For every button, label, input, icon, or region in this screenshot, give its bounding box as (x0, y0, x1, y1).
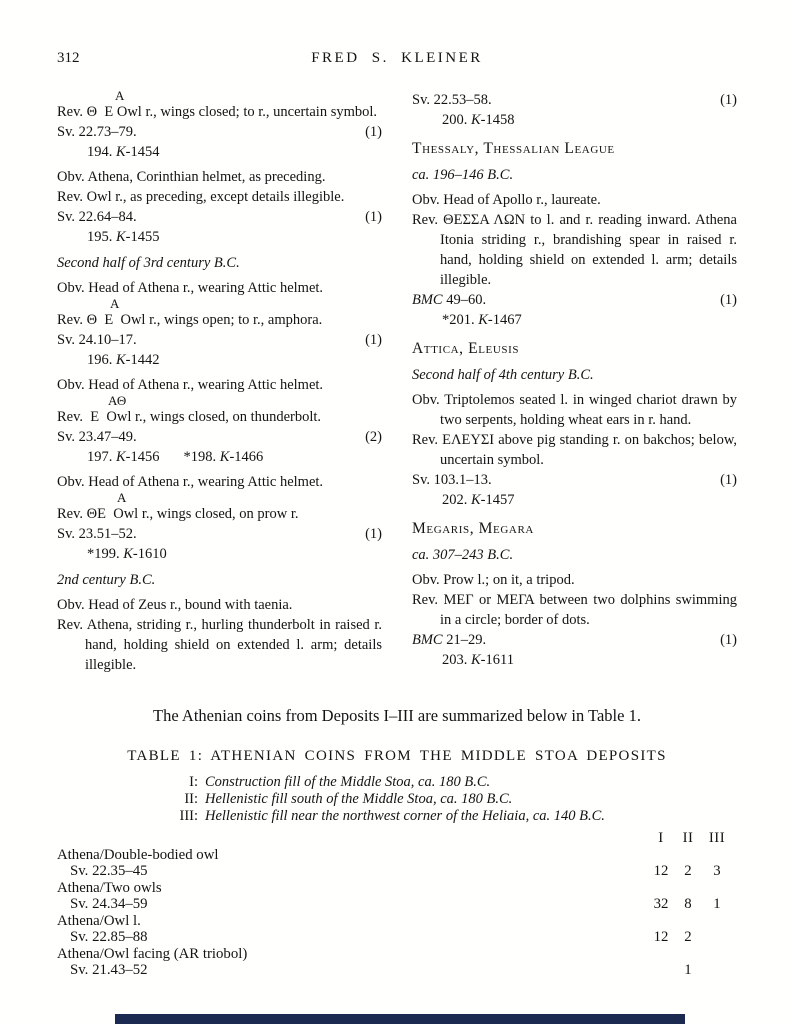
catalog-number-line (412, 490, 737, 510)
deposit-count (701, 962, 733, 979)
table-column-header: III (708, 830, 726, 846)
catalog-number: 196. K-1442 (87, 352, 160, 368)
specimen-count: (2) (365, 429, 382, 445)
reference-line (57, 427, 382, 447)
catalog-number-line (57, 227, 382, 247)
catalog-number-line (57, 544, 382, 564)
specimen-count: (1) (365, 124, 382, 140)
reference-line (57, 207, 382, 227)
table-column-header: I (658, 830, 664, 846)
reference-line (412, 290, 737, 310)
entry-text: Rev. Ε Owl r., wings closed, on thunderbolt. (57, 409, 322, 425)
entry-text: Rev. ΜΕΓ or ΜΕΓΑ between two dolphins swimming in a circle; border of dots. (412, 592, 737, 628)
table-row (57, 847, 733, 864)
catalog-number-line (57, 447, 382, 467)
catalog-number: 203. K-1611 (442, 652, 514, 668)
section-heading: Megaris, Megara (412, 520, 534, 537)
entry-text: Obv. Prow l.; on it, a tripod. (412, 572, 575, 588)
entry-text: Rev. Athena, striding r., hurling thunderbolt in raised r. hand, holding shield on extended l. arm; details illegible. (57, 617, 382, 673)
superscript-letters: A (115, 90, 125, 103)
summary-paragraph: The Athenian coins from Deposits I–III are summarized below in Table 1. (153, 706, 641, 725)
date-heading: ca. 196–146 B.C. (412, 167, 514, 183)
table-row (57, 946, 733, 963)
reference-text: Sv. 22.64–84. (57, 209, 137, 225)
reference-text: BMC 49–60. (412, 292, 487, 308)
coin-reference: Sv. 24.34–59 (70, 896, 148, 912)
table-caption: TABLE 1: ATHENIAN COINS FROM THE MIDDLE STOA DEPOSITS (127, 748, 667, 764)
deposit-count (701, 929, 733, 946)
catalog-number-line (57, 350, 382, 370)
reference-text: Sv. 23.47–49. (57, 429, 137, 445)
legend-description: Construction fill of the Middle Stoa, ca. 180 B.C. (205, 774, 491, 790)
catalog-number: *201. K-1467 (442, 312, 522, 328)
specimen-count: (1) (720, 472, 737, 488)
page-number: 312 (57, 50, 80, 66)
coin-type-label: Athena/Owl facing (AR triobol) (57, 945, 248, 962)
bottom-bar (115, 1014, 685, 1024)
catalog-number: *199. K-1610 (87, 546, 167, 562)
legend-item (160, 808, 737, 825)
reference-text: Sv. 23.51–52. (57, 526, 137, 542)
table-column-header: II (682, 830, 694, 846)
table-header-row (57, 830, 733, 847)
entry-text: Obv. Head of Athena r., wearing Attic helmet. (57, 377, 324, 393)
table-row (57, 896, 733, 913)
legend-description: Hellenistic fill south of the Middle Stoa, ca. 180 B.C. (205, 791, 513, 807)
date-heading: ca. 307–243 B.C. (412, 547, 514, 563)
legend-deposit-numeral: III: (179, 808, 198, 824)
deposit-count: 1 (684, 962, 692, 978)
reference-text: Sv. 22.53–58. (412, 92, 492, 108)
coin-table (57, 830, 737, 979)
catalog-number-line (57, 142, 382, 162)
catalog-number: 200. K-1458 (442, 112, 515, 128)
coin-reference: Sv. 22.35–45 (70, 863, 148, 879)
reference-line (57, 122, 382, 142)
entry-text: Rev. Θ Ε Owl r., wings closed; to r., uncertain symbol. (57, 104, 378, 120)
specimen-count: (1) (720, 632, 737, 648)
catalog-number: 202. K-1457 (442, 492, 515, 508)
deposit-count: 2 (684, 863, 692, 879)
catalog-number: *198. K-1466 (183, 449, 264, 465)
entry-text: Rev. ΘΕ Owl r., wings closed, on prow r. (57, 506, 299, 522)
entry-text: Obv. Head of Athena r., wearing Attic helmet. (57, 474, 324, 490)
legend-description: Hellenistic fill near the northwest corner of the Heliaia, ca. 140 B.C. (205, 808, 605, 824)
reference-text: BMC 21–29. (412, 632, 487, 648)
right-column (412, 90, 737, 702)
coin-type-label: Athena/Two owls (57, 879, 162, 896)
deposit-count (647, 962, 675, 979)
catalog-number-line (412, 110, 737, 130)
table-legend (160, 774, 737, 825)
date-heading: Second half of 4th century B.C. (412, 367, 594, 383)
legend-deposit-numeral: I: (189, 774, 198, 790)
entry-text: Obv. Head of Zeus r., bound with taenia. (57, 597, 293, 613)
table-header-spacer (57, 830, 647, 847)
table-row (57, 929, 733, 946)
specimen-count: (1) (365, 332, 382, 348)
reference-text: Sv. 103.1–13. (412, 472, 492, 488)
date-heading: 2nd century B.C. (57, 572, 156, 588)
deposit-count: 12 (653, 929, 669, 945)
entry-text: Obv. Head of Athena r., wearing Attic helmet. (57, 280, 324, 296)
left-column (57, 90, 382, 702)
entry-text: Obv. Athena, Corinthian helmet, as preceding. (57, 169, 326, 185)
coin-reference: Sv. 21.43–52 (70, 962, 148, 978)
specimen-count: (1) (720, 92, 737, 108)
reference-line (57, 330, 382, 350)
catalog-columns (57, 90, 737, 702)
entry-text: Rev. ΕΛΕΥΣΙ above pig standing r. on bakchos; below, uncertain symbol. (412, 432, 737, 468)
deposit-count: 2 (684, 929, 692, 945)
reference-line (412, 470, 737, 490)
date-heading: Second half of 3rd century B.C. (57, 255, 240, 271)
coin-type-label: Athena/Owl l. (57, 912, 141, 929)
legend-item (160, 774, 737, 791)
deposit-count: 1 (713, 896, 721, 912)
entry-text: Rev. Θ Ε Owl r., wings open; to r., amphora. (57, 312, 323, 328)
coin-type-label: Athena/Double-bodied owl (57, 846, 219, 863)
entry-text: Rev. Owl r., as preceding, except details illegible. (57, 189, 345, 205)
catalog-number-line (412, 650, 737, 670)
specimen-count: (1) (365, 526, 382, 542)
table-row (57, 962, 733, 979)
table-row (57, 880, 733, 897)
reference-text: Sv. 24.10–17. (57, 332, 137, 348)
reference-text: Sv. 22.73–79. (57, 124, 137, 140)
catalog-number: 195. K-1455 (87, 229, 160, 245)
entry-text: Obv. Triptolemos seated l. in winged chariot drawn by two serpents, holding wheat ears in r. hand. (412, 392, 737, 428)
legend-deposit-numeral: II: (184, 791, 198, 807)
reference-line (412, 90, 737, 110)
deposit-count: 8 (684, 896, 692, 912)
table-row (57, 863, 733, 880)
specimen-count: (1) (720, 292, 737, 308)
coin-reference: Sv. 22.85–88 (70, 929, 148, 945)
section-heading: Thessaly, Thessalian League (412, 140, 615, 157)
table-row (57, 913, 733, 930)
page-header (57, 50, 737, 68)
legend-item (160, 791, 737, 808)
section-heading: Attica, Eleusis (412, 340, 520, 357)
superscript-letters: A (117, 490, 127, 505)
reference-line (57, 524, 382, 544)
superscript-letters: ΑΘ (108, 393, 127, 408)
specimen-count: (1) (365, 209, 382, 225)
running-head-author: FRED S. KLEINER (311, 50, 483, 66)
deposit-count: 3 (713, 863, 721, 879)
deposit-count: 12 (653, 863, 669, 879)
reference-line (412, 630, 737, 650)
entry-text: Obv. Head of Apollo r., laureate. (412, 192, 601, 208)
catalog-number-line (412, 310, 737, 330)
catalog-number: 194. K-1454 (87, 144, 160, 160)
superscript-letters: A (110, 296, 120, 311)
entry-text: Rev. ΘΕΣΣΑ ΛΩΝ to l. and r. reading inward. Athena Itonia striding r., brandishing spear in raised r. hand, holding shield on extended l. arm; details illegible. (412, 212, 737, 288)
catalog-number: 197. K-1456 (87, 449, 160, 465)
deposit-count: 32 (653, 896, 669, 912)
